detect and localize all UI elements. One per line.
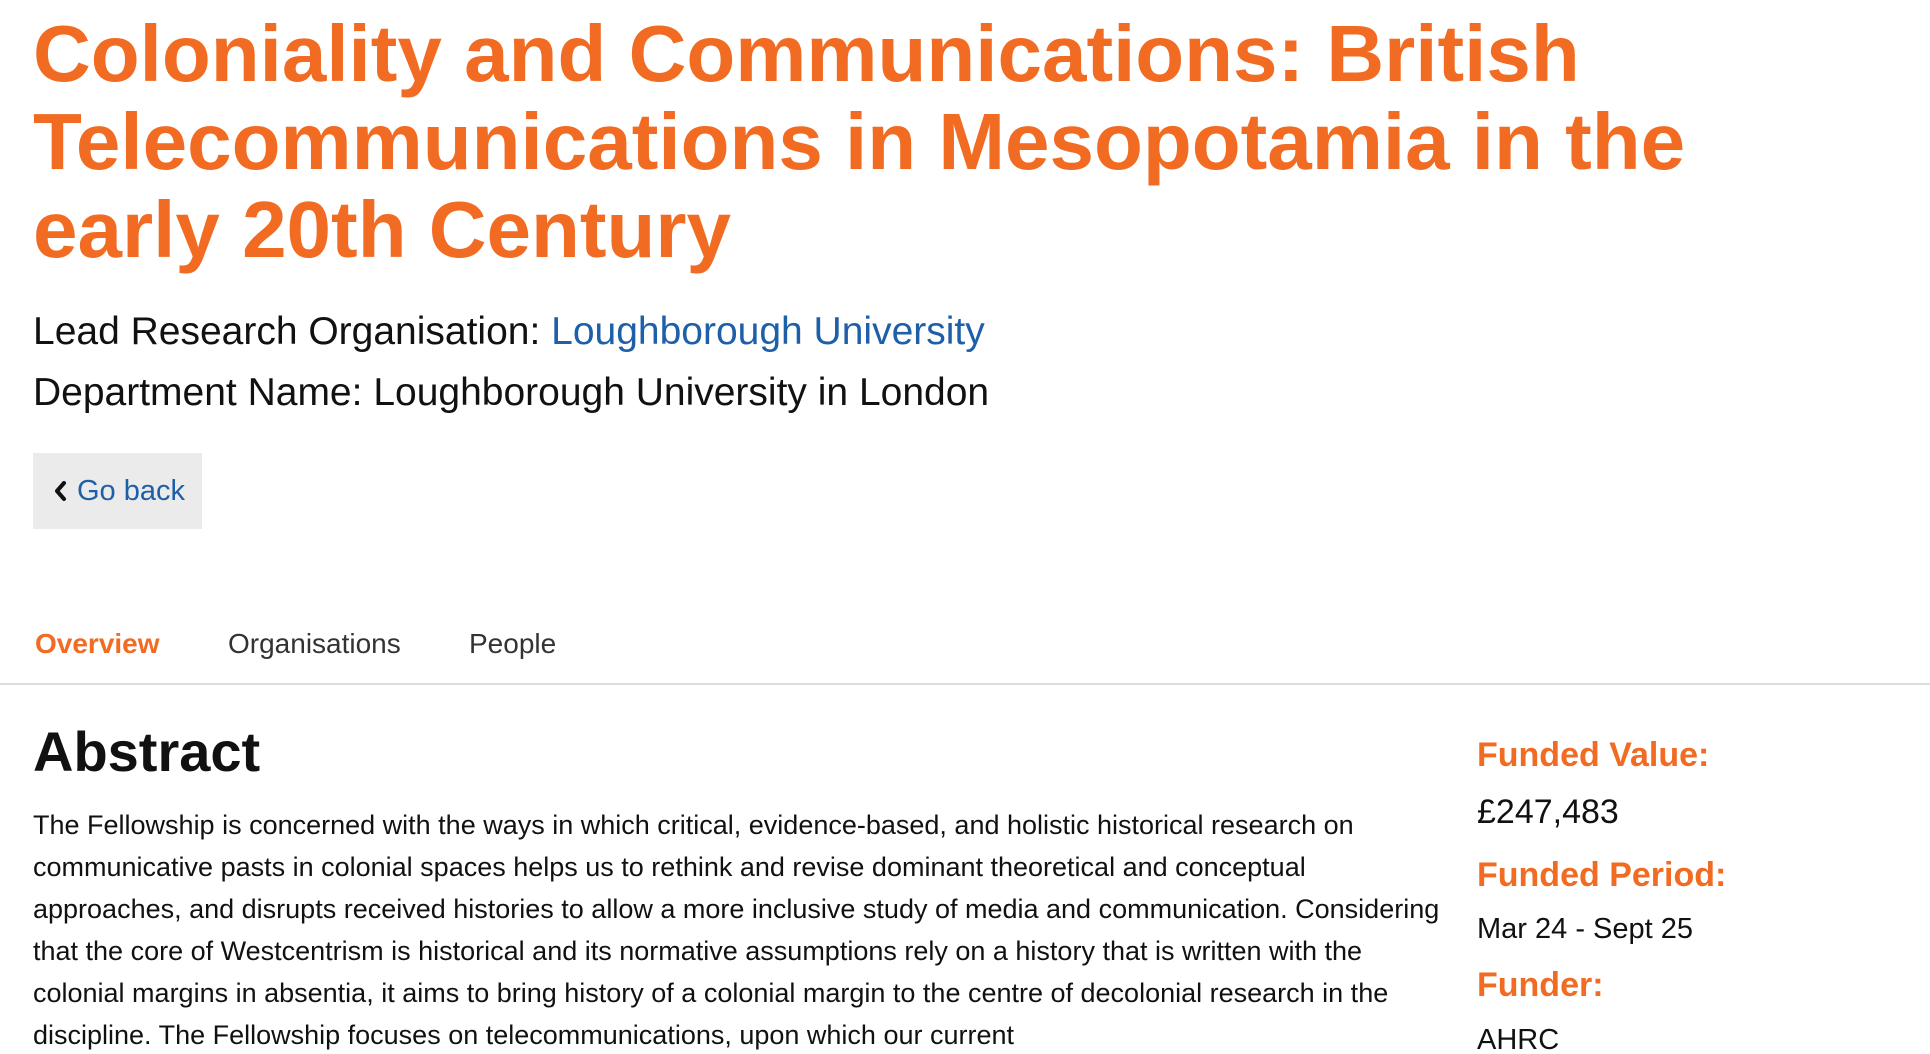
funder-label: Funder: [1477, 966, 1604, 1004]
chevron-left-icon [53, 481, 67, 501]
funded-period: Mar 24 - Sept 25 [1477, 913, 1693, 945]
tab-organisations[interactable]: Organisations [228, 628, 401, 659]
page-title: Coloniality and Communications: British Telecommunications in Mesopotamia in the early 20th Century [33, 9, 1686, 274]
tab-people[interactable]: People [469, 628, 557, 659]
department-name: Loughborough University in London [373, 371, 990, 414]
project-tabs [0, 615, 1930, 685]
abstract-heading: Abstract [33, 720, 261, 783]
funded-value-label: Funded Value: [1477, 736, 1710, 774]
lead-organisation-line [33, 309, 985, 355]
funder-name: AHRC [1477, 1024, 1560, 1054]
tab-overview[interactable]: Overview [35, 628, 160, 659]
go-back-button[interactable] [33, 453, 202, 529]
department-line [33, 370, 989, 416]
lead-organisation-link[interactable]: Loughborough University [551, 310, 985, 353]
funded-value: £247,483 [1477, 793, 1619, 831]
go-back-label: Go back [77, 474, 185, 507]
lead-organisation-label: Lead Research Organisation: [33, 310, 552, 353]
funded-period-label: Funded Period: [1477, 856, 1727, 894]
abstract-text: The Fellowship is concerned with the ways in which critical, evidence-based, and holistic historical research on communicative pasts in colonial spaces helps us to rethink and revise dominant theoretical and conceptual approaches, and disrupts received histories to allow a more inclusive study of media and communication. Considering that the core of Westcentrism is historical and its normative assumptions rely on a history that is written with the colonial margins in absentia, it aims to bring history of a colonial margin to the centre of decolonial research in the discipline. The Fellowship focuses on telecommunications, upon which our current [33, 810, 1440, 1050]
department-label: Department Name: [33, 371, 374, 414]
